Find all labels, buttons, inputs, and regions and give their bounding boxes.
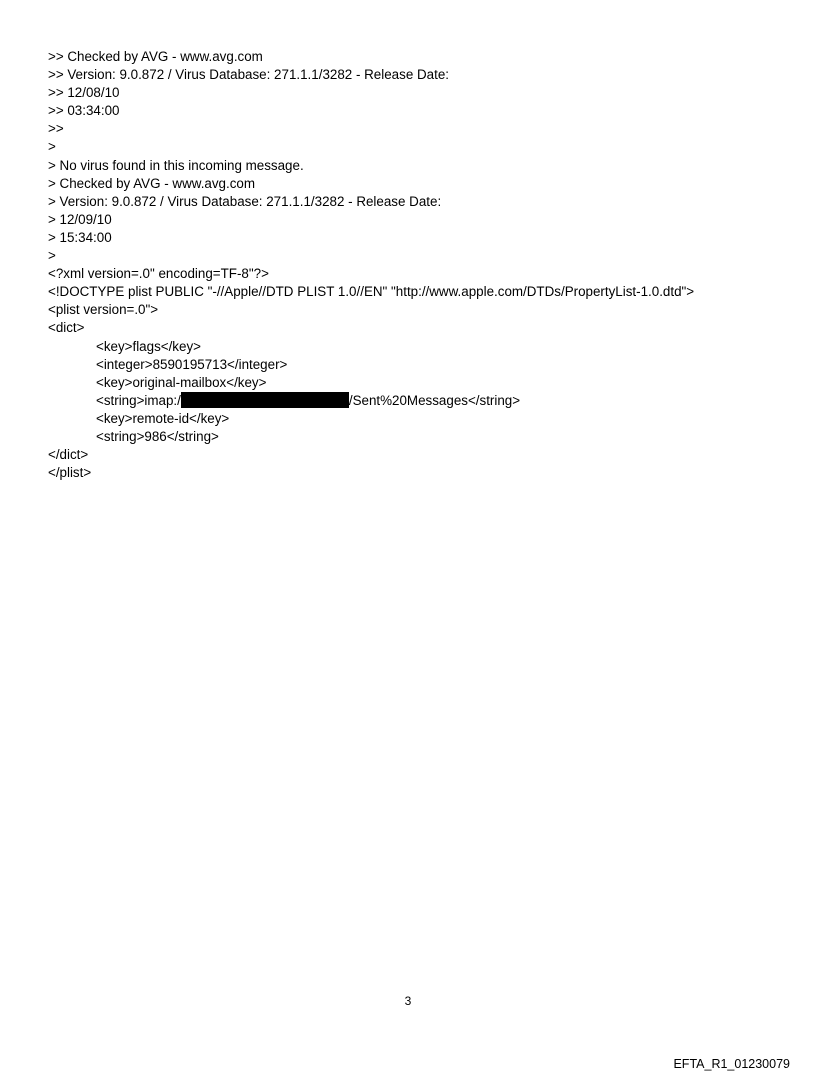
plist-open-tag: <plist version=.0">: [48, 302, 159, 318]
trailer-line: >> Version: 9.0.872 / Virus Database: 271.1.1/3282 - Release Date:: [48, 67, 449, 83]
document-body: [48, 48, 778, 482]
dict-open-tag: <dict>: [48, 320, 85, 336]
trailer-line: > 12/09/10: [48, 211, 112, 227]
plist-close-tag: </plist>: [48, 465, 92, 481]
trailer-line: >>: [48, 121, 64, 137]
trailer-line: > Checked by AVG - www.avg.com: [48, 175, 256, 191]
key-remote-id: <key>remote-id</key>: [96, 410, 230, 426]
integer-flags: <integer>8590195713</integer>: [96, 356, 288, 372]
trailer-line: > 15:34:00: [48, 229, 112, 245]
xml-declaration: <?xml version=.0" encoding=TF-8"?>: [48, 266, 269, 282]
bates-number: EFTA_R1_01230079: [673, 1057, 790, 1071]
trailer-line: >: [48, 139, 56, 155]
key-original-mailbox: <key>original-mailbox</key>: [96, 374, 267, 390]
string-imap-prefix: <string>imap:/: [96, 392, 181, 408]
page-number: 3: [404, 994, 412, 1008]
trailer-line: >> 03:34:00: [48, 103, 120, 119]
trailer-line: >: [48, 248, 56, 264]
trailer-line: > No virus found in this incoming message.: [48, 157, 304, 173]
key-flags: <key>flags</key>: [96, 338, 201, 354]
string-imap-suffix: /Sent%20Messages</string>: [348, 392, 521, 408]
trailer-line: >> Checked by AVG - www.avg.com: [48, 49, 263, 64]
trailer-line: > Version: 9.0.872 / Virus Database: 271.1.1/3282 - Release Date:: [48, 193, 442, 209]
string-imap-line: [48, 392, 778, 410]
string-remote-id: <string>986</string>: [96, 428, 219, 444]
dict-close-tag: </dict>: [48, 447, 89, 463]
doctype-line: <!DOCTYPE plist PUBLIC "-//Apple//DTD PLIST 1.0//EN" "http://www.apple.com/DTDs/PropertyList-1.0.dtd">: [48, 284, 695, 300]
redaction-block: [181, 392, 349, 408]
trailer-line: >> 12/08/10: [48, 85, 120, 101]
